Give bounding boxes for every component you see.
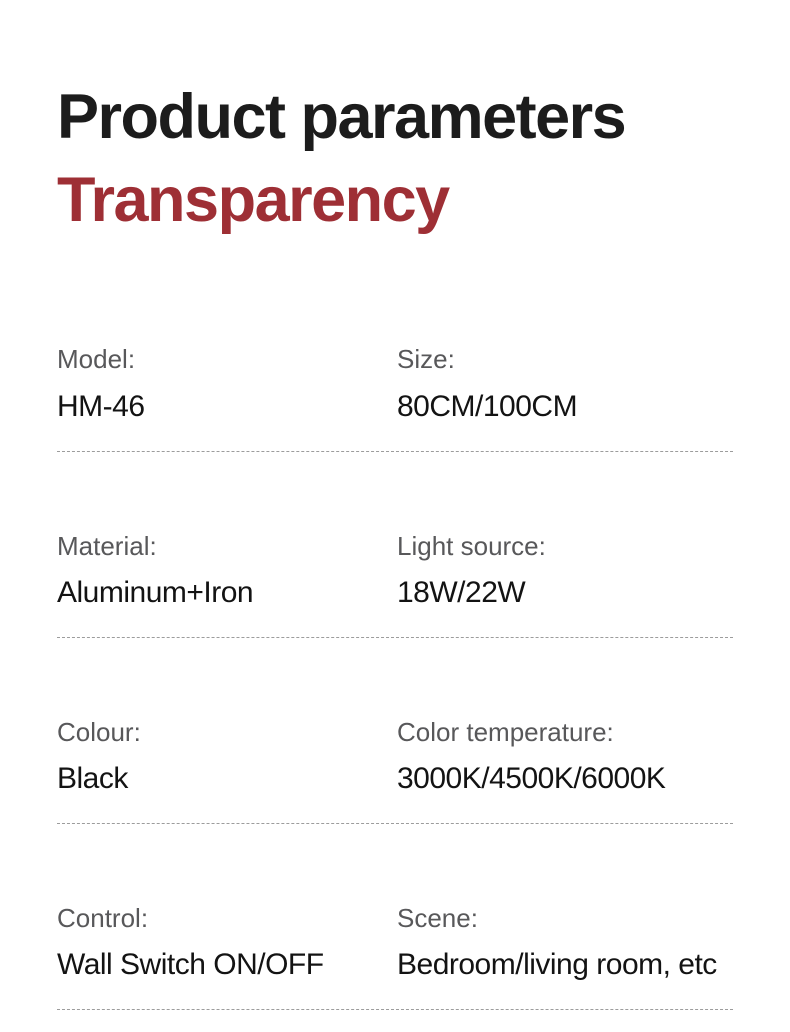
param-row-material-lightsource (57, 531, 733, 638)
parameters-list (57, 344, 733, 1010)
page-subtitle: Transparency (57, 165, 449, 236)
param-label-control: Control: (57, 902, 149, 933)
param-row-model-size (57, 344, 733, 451)
param-value-model: HM-46 (57, 389, 145, 423)
param-label-model: Model: (57, 344, 136, 375)
param-cell-scene (397, 903, 733, 983)
page-header (57, 76, 733, 242)
param-label-material: Material: (57, 530, 157, 561)
page-title: Product parameters (57, 82, 626, 152)
param-label-colour: Colour: (57, 716, 141, 747)
param-cell-control (57, 903, 397, 983)
param-row-colour-temperature (57, 717, 733, 824)
param-value-control: Wall Switch ON/OFF (57, 948, 324, 982)
param-cell-model (57, 344, 397, 424)
param-label-size: Size: (397, 344, 455, 375)
param-label-color-temperature: Color temperature: (397, 716, 614, 747)
param-label-scene: Scene: (397, 902, 478, 933)
param-cell-light-source (397, 531, 733, 611)
param-cell-colour (57, 717, 397, 797)
param-cell-size (397, 344, 733, 424)
param-value-material: Aluminum+Iron (57, 575, 254, 609)
param-value-color-temperature: 3000K/4500K/6000K (397, 761, 666, 795)
param-row-control-scene (57, 903, 733, 1010)
param-value-scene: Bedroom/living room, etc (397, 948, 717, 982)
param-value-size: 80CM/100CM (397, 389, 578, 423)
param-value-colour: Black (57, 761, 128, 795)
param-label-light-source: Light source: (397, 530, 546, 561)
param-cell-color-temperature (397, 717, 733, 797)
param-cell-material (57, 531, 397, 611)
param-value-light-source: 18W/22W (397, 575, 526, 609)
